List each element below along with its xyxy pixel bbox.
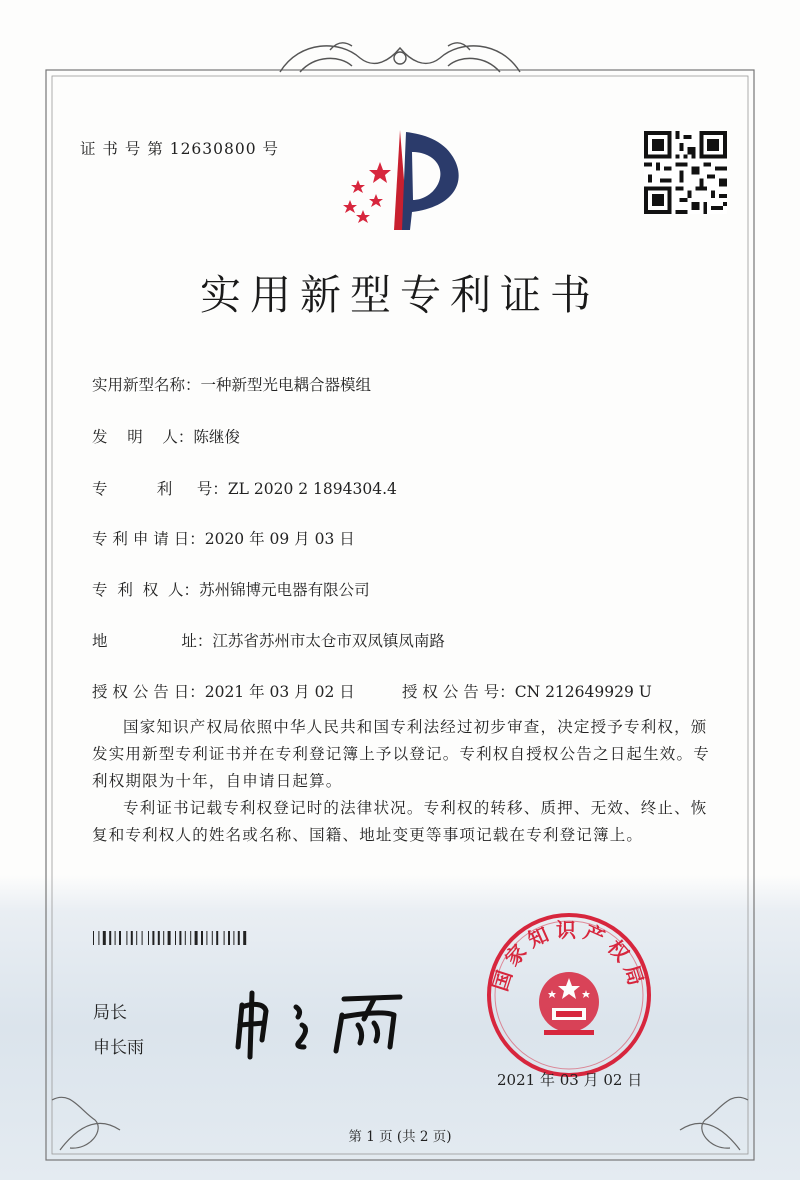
grant-date-row xyxy=(92,680,355,702)
director-signature-icon xyxy=(224,985,414,1060)
field-value: 一种新型光电耦合器模组 xyxy=(200,376,372,394)
barcode-bar xyxy=(243,931,246,945)
barcode-bar xyxy=(148,931,149,945)
barcode-bar xyxy=(195,931,198,945)
barcode-bar xyxy=(98,931,99,945)
barcode-bar xyxy=(158,931,160,945)
barcode-bar xyxy=(142,931,143,945)
field-value: 苏州锦博元电器有限公司 xyxy=(199,581,370,599)
certificate-title: 实用新型专利证书 xyxy=(200,271,600,319)
barcode-bar xyxy=(93,931,94,945)
cnipa-logo-icon xyxy=(328,122,468,237)
official-seal-icon xyxy=(486,912,652,1078)
field-label: 专 利 申 请 日： xyxy=(92,530,205,548)
field-label: 专 利 权 人： xyxy=(92,581,200,599)
barcode-bar xyxy=(212,931,213,945)
director-title: 局长 xyxy=(93,1003,127,1023)
field-value: 江苏省苏州市太仓市双凤镇凤南路 xyxy=(212,632,445,650)
field-label: 实用新型名称： xyxy=(92,376,201,394)
barcode-bar xyxy=(103,931,106,945)
barcode-icon xyxy=(93,931,283,945)
barcode-bar xyxy=(115,931,116,945)
barcode-bar xyxy=(136,931,137,945)
barcode-bar xyxy=(168,931,171,945)
field-label: 发 明 人： xyxy=(92,428,194,446)
page-number: 第 1 页 (共 2 页) xyxy=(348,1129,452,1145)
field-value: CN 212649929 U xyxy=(514,683,652,701)
inventor-row xyxy=(92,425,240,447)
field-label: 地 址： xyxy=(92,632,213,650)
barcode-bar xyxy=(228,931,230,945)
barcode-bar xyxy=(233,931,234,945)
barcode-bar xyxy=(131,931,133,945)
field-label: 授 权 公 告 日： xyxy=(92,683,205,701)
barcode-bar xyxy=(190,931,191,945)
field-value: 陈继俊 xyxy=(193,428,240,446)
field-value: 2021 年 03 月 02 日 xyxy=(204,683,355,701)
barcode-bar xyxy=(119,931,121,945)
seal-text: 国家知识产权局 xyxy=(487,917,651,994)
field-value: ZL 2020 2 1894304.4 xyxy=(227,480,397,498)
certificate-number: 证 书 号 第 12630800 号 xyxy=(80,140,280,158)
patent-number-row xyxy=(92,477,397,499)
barcode-bar xyxy=(179,931,181,945)
barcode-bar xyxy=(201,931,203,945)
legal-paragraph-2: 专利证书记载专利权登记时的法律状况。专利权的转移、质押、无效、终止、恢复和专利权人的姓名或名称、国籍、地址变更等事项记载在专利登记簿上。 xyxy=(92,799,708,844)
barcode-bar xyxy=(109,931,111,945)
barcode-bar xyxy=(185,931,186,945)
barcode-bar xyxy=(152,931,154,945)
director-name: 申长雨 xyxy=(93,1038,144,1058)
barcode-bar xyxy=(163,931,164,945)
barcode-bar xyxy=(206,931,207,945)
field-label: 专 利 号： xyxy=(92,480,228,498)
barcode-bar xyxy=(238,931,240,945)
legal-paragraph-1: 国家知识产权局依照中华人民共和国专利法经过初步审查，决定授予专利权，颁发实用新型专利证书并在专利登记簿上予以登记。专利权自授权公告之日起生效。专利权期限为十年，自申请日起算。 xyxy=(92,718,710,790)
barcode-bar xyxy=(126,931,127,945)
filing-date-row xyxy=(92,527,355,549)
field-label: 授 权 公 告 号： xyxy=(402,683,515,701)
field-value: 2020 年 09 月 03 日 xyxy=(204,530,355,548)
patentee-row xyxy=(92,578,370,600)
barcode-bar xyxy=(175,931,176,945)
qr-code-icon xyxy=(644,131,727,214)
utility-model-name-row xyxy=(92,373,371,395)
grant-publication-number-row xyxy=(402,680,652,702)
address-row xyxy=(92,629,445,651)
seal-date: 2021 年 03 月 02 日 xyxy=(497,1071,643,1089)
barcode-bar xyxy=(216,931,218,945)
barcode-bar xyxy=(224,931,225,945)
